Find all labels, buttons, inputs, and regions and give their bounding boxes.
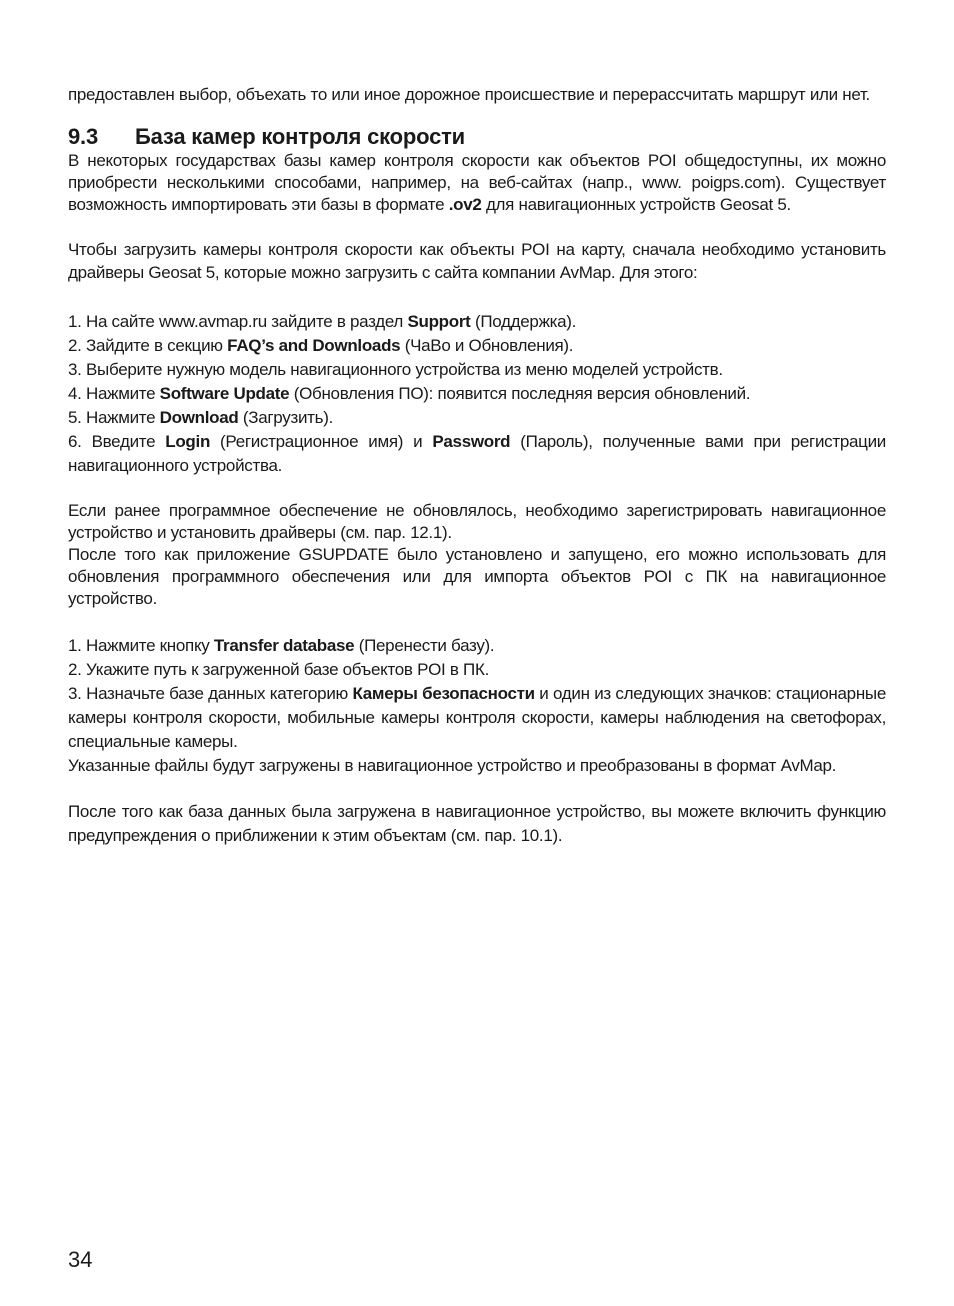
paragraph-registration: Если ранее программное обеспечение не обновлялось, необходимо зарегистрировать навигационное устройство и установить драйверы (см. пар. 12.1). [68,501,886,542]
download-steps-list [68,310,886,478]
text: для навигационных устройств Geosat 5. [481,195,791,214]
page-number: 34 [68,1247,93,1272]
list-item: 5. Нажмите Download (Загрузить). [68,408,333,427]
list-item: 3. Выберите нужную модель навигационного устройства из меню моделей устройств. [68,360,723,379]
format-ov2: .ov2 [448,195,482,214]
intro-paragraph: предоставлен выбор, объехать то или иное дорожное происшествие и перерассчитать маршрут или нет. [68,85,870,104]
list-item: 6. Введите Login (Регистрационное имя) и Password (Пароль), полученные вами при регистрации навигационного устройства. [68,432,886,475]
section-title: База камер контроля скорости [135,124,466,149]
text: В некоторых государствах базы камер контроля скорости как объектов POI общедоступны, их можно приобрести несколькими способами, например, на веб-сайтах (напр., www. poigps.com). Существует возможность импортировать эти базы в формате [68,151,886,214]
list-item: 3. Назначьте базе данных категорию Камеры безопасности и один из следующих значков: стационарные камеры контроля скорости, мобильные камеры контроля скорости, камеры наблюдения на светофорах, специальные камеры. [68,684,886,751]
list-item: 4. Нажмите Software Update (Обновления ПО): появится последняя версия обновлений. [68,384,751,403]
section-heading [68,124,886,150]
list-item: 2. Зайдите в секцию FAQ’s and Downloads (ЧаВо и Обновления). [68,336,574,355]
paragraph-drivers: Чтобы загрузить камеры контроля скорости как объекты POI на карту, сначала необходимо установить драйверы Geosat 5, которые можно загрузить с сайта компании AvMap. Для этого: [68,240,886,282]
paragraph-gsupdate: После того как приложение GSUPDATE было установлено и запущено, его можно использовать для обновления программного обеспечения или для импорта объектов POI с ПК на навигационное устройство. [68,545,886,608]
list-item: 1. Нажмите кнопку Transfer database (Перенести базу). [68,636,495,655]
page-content [68,84,886,848]
paragraph-warning: После того как база данных была загружена в навигационное устройство, вы можете включить функцию предупреждения о приближении к этим объектам (см. пар. 10.1). [68,802,886,845]
section-number: 9.3 [68,124,98,149]
paragraph-ov2 [68,150,886,216]
transfer-steps-list [68,634,886,754]
paragraph-conversion: Указанные файлы будут загружены в навигационное устройство и преобразованы в формат AvMap. [68,756,837,775]
list-item: 1. На сайте www.avmap.ru зайдите в раздел Support (Поддержка). [68,312,577,331]
list-item: 2. Укажите путь к загруженной базе объектов POI в ПК. [68,660,489,679]
